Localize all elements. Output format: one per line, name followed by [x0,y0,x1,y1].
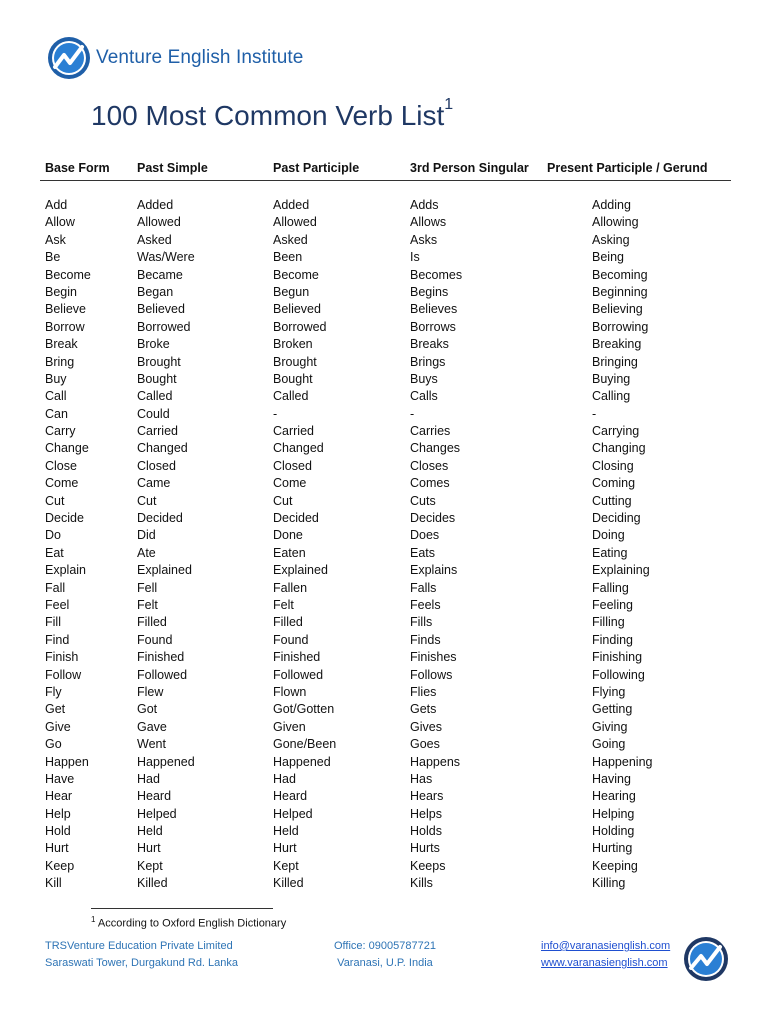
cell-third-person: Adds [410,198,439,212]
cell-past-participle: Followed [273,667,324,682]
table-row [0,493,768,510]
cell-past-simple: Happened [137,754,195,769]
cell-base-form: Call [45,389,67,404]
cell-third-person: Begins [410,284,449,299]
cell-past-participle: Helped [273,806,313,821]
table-row [0,788,768,805]
table-row [0,336,768,353]
cell-base-form: Give [45,719,71,734]
cell-past-simple: Was/Were [137,250,195,265]
cell-past-simple: Killed [137,876,168,891]
cell-past-simple: Got [137,702,158,717]
cell-past-participle: Had [273,771,296,786]
cell-base-form: Do [45,528,61,543]
footnote [91,915,286,930]
cell-past-simple: Decided [137,511,183,526]
cell-past-simple: Closed [137,458,176,473]
cell-past-participle: Called [273,389,309,404]
cell-present-participle: Happening [592,754,653,769]
table-row [0,371,768,388]
cell-third-person: Decides [410,511,456,526]
cell-third-person: Goes [410,737,440,752]
cell-past-participle: Borrowed [273,319,327,334]
cell-present-participle: Doing [592,528,625,543]
cell-past-simple: Became [137,267,183,282]
cell-present-participle: - [592,406,597,421]
footnote-text: According to Oxford English Dictionary [95,917,287,930]
cell-past-participle: Got/Gotten [273,702,335,717]
table-row [0,423,768,440]
cell-base-form: Allow [45,215,75,230]
cell-present-participle: Buying [592,371,631,386]
footnote-divider [91,908,273,909]
table-row [0,232,768,249]
cell-present-participle: Keeping [592,858,638,873]
table-row [0,197,768,214]
cell-past-simple: Allowed [137,215,181,230]
column-header-past-simple: Past Simple [137,161,208,175]
table-row [0,771,768,788]
cell-third-person: Finds [410,632,441,647]
cell-third-person: Happens [410,754,461,769]
cell-base-form: Eat [45,545,64,560]
table-row [0,875,768,892]
cell-third-person: Holds [410,824,442,839]
cell-past-simple: Finished [137,650,185,665]
table-row [0,701,768,718]
cell-past-simple: Came [137,476,171,491]
cell-present-participle: Eating [592,545,628,560]
cell-base-form: Help [45,806,71,821]
cell-past-simple: Brought [137,354,181,369]
cell-third-person: Comes [410,476,450,491]
cell-third-person: Kills [410,876,433,891]
cell-present-participle: Being [592,250,624,265]
header-divider [40,180,731,181]
table-row [0,527,768,544]
cell-present-participle: Finding [592,632,633,647]
cell-third-person: Buys [410,371,438,386]
cell-base-form: Become [45,267,91,282]
cell-past-participle: Given [273,719,306,734]
table-row [0,545,768,562]
cell-present-participle: Filling [592,615,625,630]
cell-past-participle: Held [273,824,299,839]
cell-base-form: Go [45,737,62,752]
cell-past-simple: Did [137,528,156,543]
cell-third-person: Falls [410,580,437,595]
cell-past-simple: Bought [137,371,177,386]
table-row [0,458,768,475]
cell-past-simple: Changed [137,441,188,456]
cell-past-simple: Followed [137,667,188,682]
cell-base-form: Finish [45,650,79,665]
table-row [0,562,768,579]
cell-past-simple: Added [137,198,174,212]
cell-past-simple: Hurt [137,841,161,856]
cell-present-participle: Becoming [592,267,648,282]
cell-past-participle: Allowed [273,215,317,230]
cell-past-participle: Eaten [273,545,306,560]
cell-base-form: Fill [45,615,61,630]
cell-past-simple: Heard [137,789,172,804]
table-row [0,614,768,631]
cell-third-person: Calls [410,389,438,404]
cell-third-person: Is [410,250,420,265]
footer-address: Saraswati Tower, Durgakund Rd. Lanka [45,957,239,969]
cell-present-participle: Hurting [592,841,633,856]
cell-present-participle: Deciding [592,511,641,526]
cell-third-person: Explains [410,563,458,578]
table-row [0,267,768,284]
cell-past-participle: Killed [273,876,304,891]
cell-present-participle: Hearing [592,789,636,804]
column-header-past-participle: Past Participle [273,161,360,175]
table-row [0,406,768,423]
cell-base-form: Buy [45,371,67,386]
cell-third-person: Hurts [410,841,440,856]
cell-third-person: Follows [410,667,453,682]
cell-present-participle: Having [592,771,631,786]
cell-past-participle: Flown [273,684,307,699]
table-row [0,684,768,701]
cell-past-participle: Come [273,476,307,491]
logo-text: Venture English Institute [96,47,304,68]
table-row [0,319,768,336]
table-row [0,388,768,405]
cell-base-form: Cut [45,493,65,508]
cell-base-form: Have [45,771,75,786]
verb-table-body [0,197,768,893]
cell-past-participle: Cut [273,493,293,508]
cell-base-form: Keep [45,858,75,873]
cell-past-simple: Found [137,632,173,647]
table-row [0,354,768,371]
cell-base-form: Close [45,458,77,473]
footer-logo-icon [682,935,730,983]
footer-city: Varanasi, U.P. India [337,957,433,969]
cell-third-person: Borrows [410,319,456,334]
table-row [0,840,768,857]
cell-present-participle: Breaking [592,337,642,352]
cell-past-participle: Felt [273,597,294,612]
cell-past-participle: Found [273,632,309,647]
cell-past-simple: Asked [137,232,172,247]
cell-base-form: Bring [45,354,75,369]
cell-present-participle: Following [592,667,645,682]
cell-base-form: Hurt [45,841,69,856]
cell-present-participle: Allowing [592,215,639,230]
cell-past-simple: Flew [137,684,164,699]
cell-past-simple: Held [137,824,163,839]
cell-past-participle: Kept [273,858,299,873]
cell-third-person: Eats [410,545,436,560]
cell-third-person: Cuts [410,493,436,508]
logo-icon [46,35,92,81]
cell-present-participle: Asking [592,232,630,247]
cell-past-simple: Had [137,771,160,786]
cell-past-participle: Done [273,528,303,543]
cell-present-participle: Borrowing [592,319,649,334]
cell-base-form: Break [45,337,78,352]
table-row [0,806,768,823]
cell-present-participle: Explaining [592,563,650,578]
page-title [91,95,454,132]
table-row [0,597,768,614]
cell-base-form: Believe [45,302,86,317]
cell-past-participle: Carried [273,424,314,439]
cell-past-simple: Believed [137,302,185,317]
cell-base-form: Find [45,632,70,647]
cell-third-person: Fills [410,615,433,630]
cell-past-simple: Explained [137,563,192,578]
cell-past-participle: Finished [273,650,321,665]
cell-past-participle: - [273,406,278,421]
table-row [0,580,768,597]
cell-base-form: Hear [45,789,73,804]
cell-past-participle: Closed [273,458,312,473]
cell-present-participle: Beginning [592,284,648,299]
cell-base-form: Follow [45,667,82,682]
table-row [0,214,768,231]
cell-past-participle: Explained [273,563,328,578]
cell-past-simple: Kept [137,858,163,873]
cell-present-participle: Coming [592,476,636,491]
cell-present-participle: Believing [592,302,643,317]
footer-contact-block [541,938,670,972]
cell-past-participle: Bought [273,371,313,386]
cell-third-person: Breaks [410,337,449,352]
cell-base-form: Decide [45,511,84,526]
table-row [0,736,768,753]
cell-third-person: Becomes [410,267,463,282]
cell-past-participle: Decided [273,511,319,526]
cell-past-participle: Broken [273,337,313,352]
table-row [0,475,768,492]
table-row [0,649,768,666]
cell-past-simple: Began [137,284,174,299]
cell-past-participle: Changed [273,441,324,456]
cell-base-form: Come [45,476,79,491]
cell-past-participle: Hurt [273,841,297,856]
cell-present-participle: Giving [592,719,628,734]
table-row [0,284,768,301]
footnote-marker: 1 [91,915,96,924]
cell-past-simple: Filled [137,615,167,630]
cell-past-participle: Filled [273,615,303,630]
cell-third-person: Believes [410,302,458,317]
cell-third-person: Allows [410,215,447,230]
table-row [0,667,768,684]
cell-base-form: Happen [45,754,89,769]
cell-present-participle: Feeling [592,597,633,612]
cell-base-form: Kill [45,876,62,891]
cell-present-participle: Changing [592,441,646,456]
cell-past-simple: Cut [137,493,157,508]
cell-third-person: - [410,406,415,421]
cell-third-person: Asks [410,232,438,247]
cell-past-simple: Carried [137,424,178,439]
cell-base-form: Borrow [45,319,85,334]
table-row [0,510,768,527]
cell-third-person: Carries [410,424,451,439]
table-row [0,632,768,649]
cell-third-person: Brings [410,354,446,369]
cell-third-person: Changes [410,441,461,456]
cell-present-participle: Finishing [592,650,643,665]
table-row [0,719,768,736]
cell-base-form: Begin [45,284,77,299]
cell-third-person: Does [410,528,440,543]
cell-base-form: Carry [45,424,76,439]
footer-company: TRSVenture Education Private Limited [45,940,233,952]
cell-third-person: Feels [410,597,441,612]
table-row [0,249,768,266]
cell-present-participle: Bringing [592,354,638,369]
cell-past-simple: Felt [137,597,158,612]
cell-present-participle: Helping [592,806,635,821]
cell-past-participle: Gone/Been [273,737,337,752]
cell-third-person: Finishes [410,650,457,665]
cell-past-simple: Helped [137,806,177,821]
cell-present-participle: Falling [592,580,629,595]
cell-present-participle: Carrying [592,424,640,439]
column-header-third-person: 3rd Person Singular [410,161,529,175]
cell-third-person: Flies [410,684,437,699]
cell-base-form: Change [45,441,89,456]
cell-base-form: Can [45,406,68,421]
cell-past-participle: Become [273,267,319,282]
cell-past-participle: Fallen [273,580,308,595]
cell-past-participle: Brought [273,354,317,369]
cell-present-participle: Getting [592,702,633,717]
cell-third-person: Gets [410,702,437,717]
cell-past-simple: Fell [137,580,158,595]
cell-base-form: Ask [45,232,66,247]
cell-base-form: Explain [45,563,86,578]
cell-past-simple: Called [137,389,173,404]
cell-present-participle: Killing [592,876,626,891]
table-row [0,858,768,875]
cell-present-participle: Calling [592,389,631,404]
cell-base-form: Fly [45,684,62,699]
cell-past-participle: Happened [273,754,331,769]
cell-present-participle: Flying [592,684,626,699]
footer-office: Office: 09005787721 [334,940,436,952]
cell-present-participle: Closing [592,458,634,473]
table-row [0,301,768,318]
cell-third-person: Gives [410,719,442,734]
cell-present-participle: Cutting [592,493,632,508]
cell-present-participle: Adding [592,198,631,212]
brand-logo [46,35,303,81]
cell-base-form: Fall [45,580,66,595]
cell-third-person: Keeps [410,858,446,873]
cell-past-participle: Been [273,250,303,265]
cell-third-person: Closes [410,458,449,473]
cell-base-form: Feel [45,597,70,612]
cell-present-participle: Holding [592,824,635,839]
cell-past-simple: Broke [137,337,170,352]
cell-past-participle: Added [273,198,310,212]
cell-base-form: Hold [45,824,71,839]
cell-past-participle: Begun [273,284,310,299]
cell-base-form: Get [45,702,66,717]
column-header-present-participle: Present Participle / Gerund [547,161,708,175]
cell-past-participle: Asked [273,232,308,247]
footer-company-block [45,938,238,972]
cell-past-simple: Gave [137,719,167,734]
cell-past-participle: Heard [273,789,308,804]
column-header-base-form: Base Form [45,161,110,175]
cell-base-form: Add [45,198,68,212]
cell-third-person: Has [410,771,433,786]
title-text: 100 Most Common Verb List [91,100,445,131]
cell-past-participle: Believed [273,302,321,317]
cell-past-simple: Could [137,406,170,421]
footer-email-link[interactable]: info@varanasienglish.com [541,940,671,952]
cell-past-simple: Ate [137,545,156,560]
title-footnote-marker: 1 [444,95,454,113]
cell-base-form: Be [45,250,61,265]
footer-website-link[interactable]: www.varanasienglish.com [541,957,668,969]
cell-third-person: Helps [410,806,442,821]
footer-office-block [334,938,436,972]
cell-present-participle: Going [592,737,626,752]
table-row [0,440,768,457]
cell-past-simple: Went [137,737,166,752]
table-row [0,823,768,840]
cell-past-simple: Borrowed [137,319,191,334]
cell-third-person: Hears [410,789,444,804]
table-header [0,161,768,179]
table-row [0,754,768,771]
